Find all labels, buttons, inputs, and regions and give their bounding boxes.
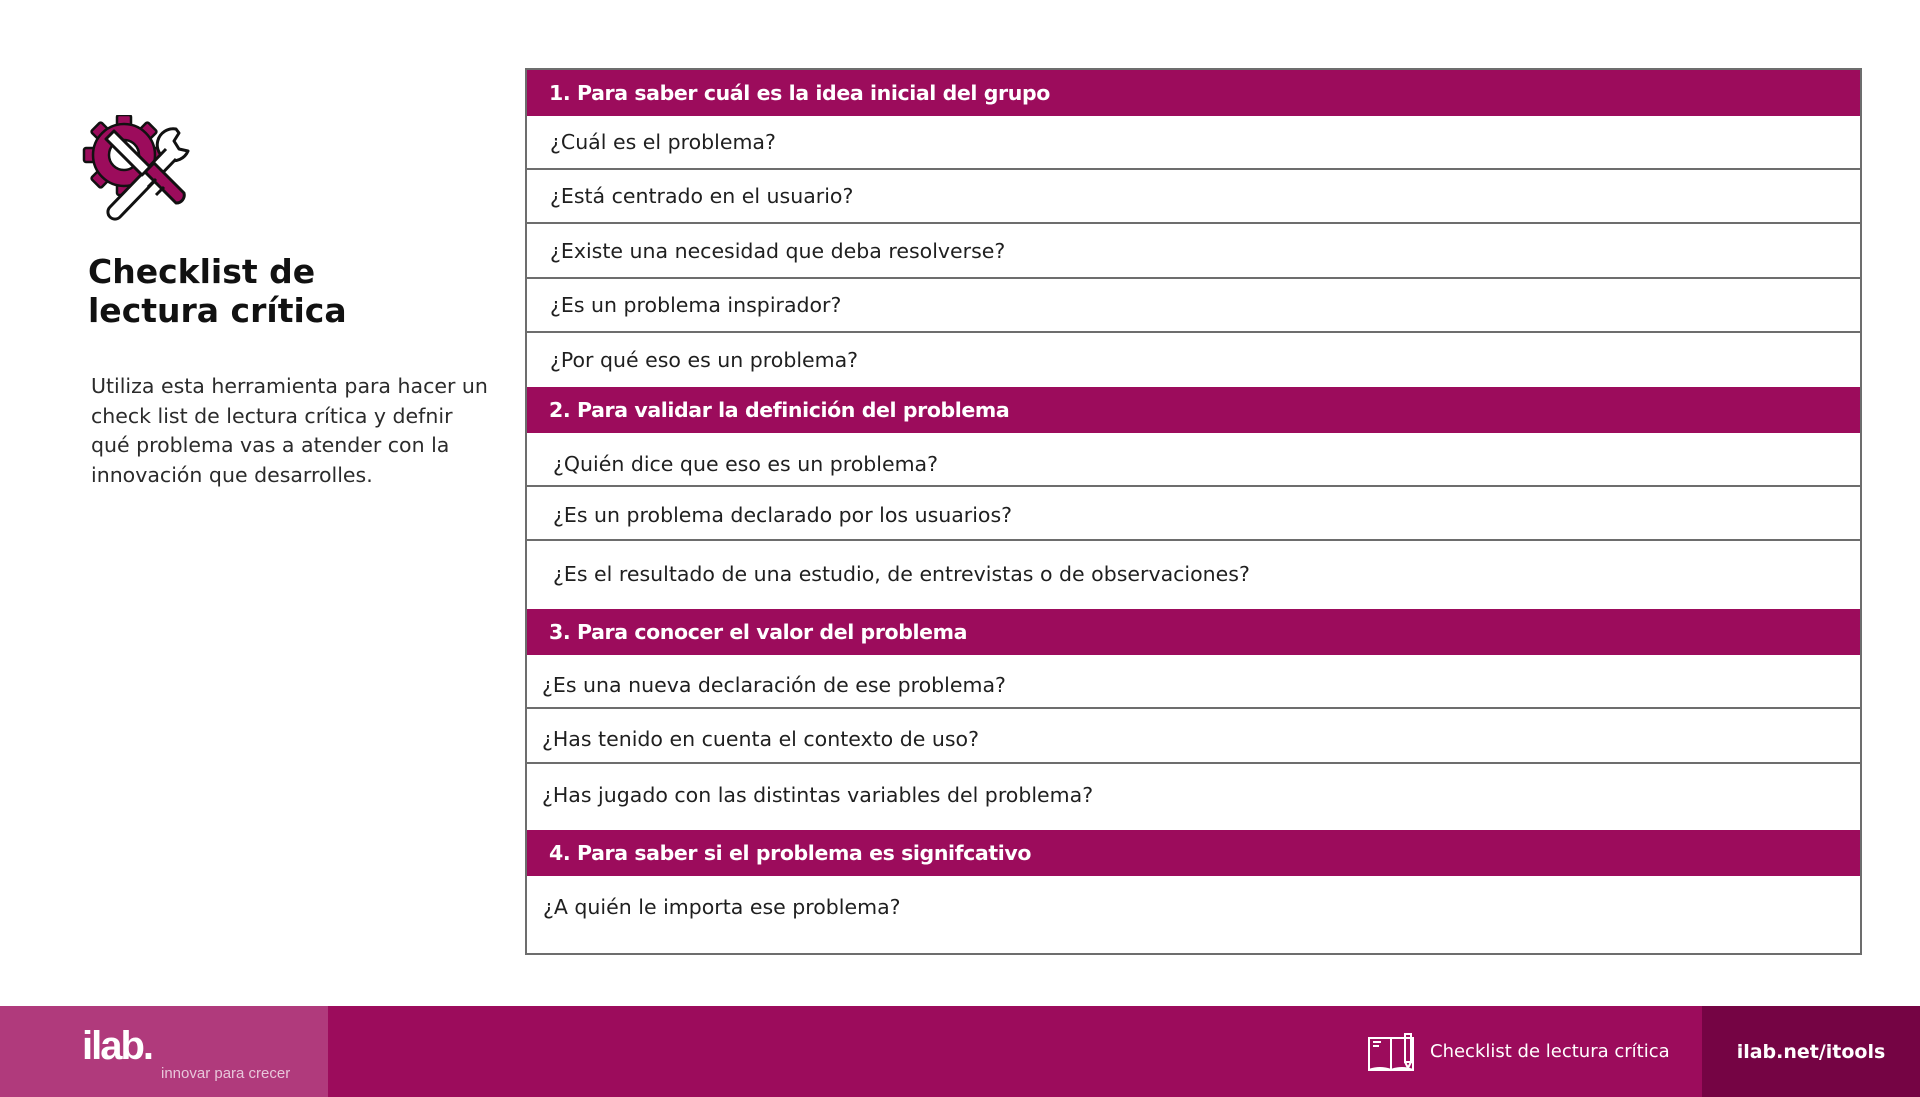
checklist-item: ¿Has jugado con las distintas variables del problema? <box>542 782 1094 807</box>
ilab-logo: ilab. <box>82 1024 153 1068</box>
footer-logo-panel <box>0 1006 328 1097</box>
checklist-item: ¿Existe una necesidad que deba resolverse? <box>527 224 1860 279</box>
checklist-item: ¿Es el resultado de una estudio, de entrevistas o de observaciones? <box>553 562 1250 586</box>
gear-wrench-screwdriver-icon <box>80 115 198 230</box>
page-title <box>88 252 468 330</box>
section-header-2: 2. Para validar la definición del problema <box>527 387 1860 433</box>
footer-url-link[interactable]: ilab.net/itools <box>1736 1040 1886 1063</box>
checklist-item: ¿Has tenido en cuenta el contexto de uso? <box>527 709 1860 764</box>
tool-description: Utiliza esta herramienta para hacer un check list de lectura crítica y defnir qué problema vas a atender con la innovación que desarrolles. <box>91 374 488 487</box>
checklist-item: ¿Quién dice que eso es un problema? <box>527 433 1860 487</box>
footer-doc-title: Checklist de lectura crítica <box>1430 1041 1670 1062</box>
footer-url-panel <box>1702 1006 1920 1097</box>
checklist-item: ¿Es una nueva declaración de ese problema? <box>527 655 1860 709</box>
checklist-item: ¿Está centrado en el usuario? <box>527 170 1860 224</box>
page-title-line2: lectura crítica <box>88 291 347 330</box>
page-title-line1: Checklist de <box>88 252 316 291</box>
checklist-item: ¿A quién le importa ese problema? <box>543 895 901 919</box>
section-header-1: 1. Para saber cuál es la idea inicial del grupo <box>527 70 1860 116</box>
checklist-item: ¿Es un problema declarado por los usuarios? <box>527 487 1860 541</box>
section-header-4: 4. Para saber si el problema es signifcativo <box>527 830 1860 876</box>
logo-tagline: innovar para crecer <box>161 1065 291 1082</box>
checklist-table <box>525 68 1862 955</box>
checklist-item: ¿Es un problema inspirador? <box>527 279 1860 333</box>
section-header-3: 3. Para conocer el valor del problema <box>527 609 1860 655</box>
checklist-item: ¿Cuál es el problema? <box>527 116 1860 170</box>
checklist-item: ¿Por qué eso es un problema? <box>550 348 859 372</box>
book-pencil-icon <box>1367 1032 1421 1072</box>
